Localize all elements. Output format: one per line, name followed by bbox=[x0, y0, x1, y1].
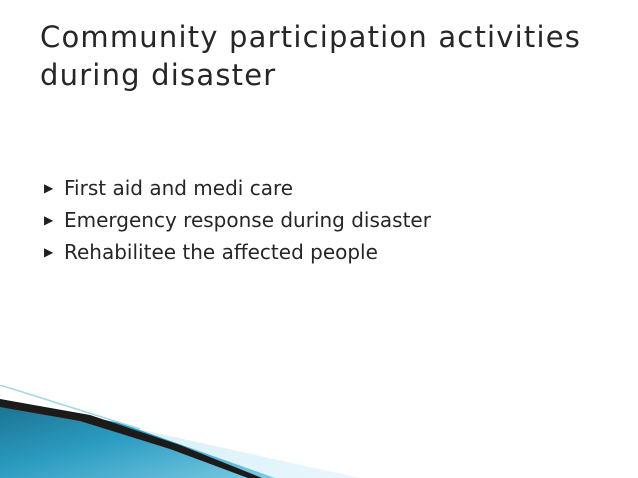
triangle-bullet-icon: ▶ bbox=[44, 245, 54, 259]
bullet-text: Emergency response during disaster bbox=[64, 208, 431, 232]
bullet-text: First aid and medi care bbox=[64, 176, 294, 200]
bullet-list bbox=[44, 172, 431, 268]
triangle-bullet-icon: ▶ bbox=[44, 213, 54, 227]
bullet-item bbox=[44, 204, 431, 236]
slide-title bbox=[40, 18, 600, 94]
decorative-corner-swoosh bbox=[0, 385, 638, 478]
slide-title-line-2: during disaster bbox=[40, 58, 277, 92]
bullet-item bbox=[44, 236, 431, 268]
bullet-item bbox=[44, 172, 431, 204]
triangle-bullet-icon: ▶ bbox=[44, 181, 54, 195]
slide-title-line-1: Community participation activities bbox=[40, 20, 582, 54]
bullet-text: Rehabilitee the affected people bbox=[64, 240, 378, 264]
